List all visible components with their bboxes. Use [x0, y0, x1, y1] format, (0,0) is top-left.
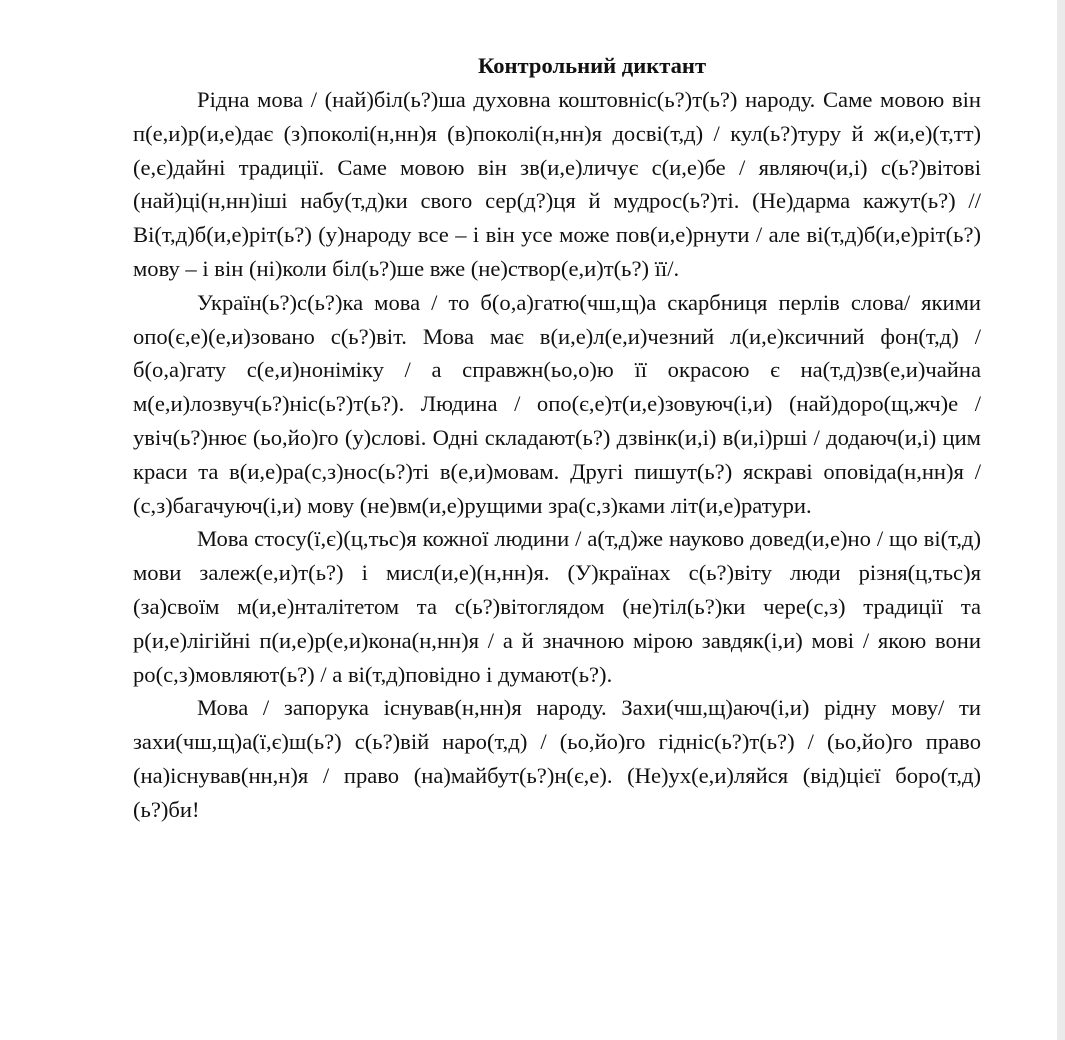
paragraph-3: Мова стосу(ї,є)(ц,тьс)я кожної людини / а(т,д)же науково довед(и,е)но / що ві(т,д) мови залеж(е,и)т(ь?) і мисл(и,е)(н,нн)я. (У)країнах с(ь?)віту люди різня(ц,тьс)я (за)своїм м(и,е)нталітетом та с(ь?)вітоглядом (не)тіл(ь?)ки чере(с,з) традиції та р(и,е)лігійні п(и,е)р(е,и)кона(н,нн)я / а й значною мірою завдяк(і,и) мові / якою вони ро(с,з)мовляют(ь?) / а ві(т,д)повідно і думают(ь?). — [133, 526, 981, 687]
page-edge — [1057, 0, 1065, 1040]
paragraph-2: Україн(ь?)с(ь?)ка мова / то б(о,а)гатю(чш,щ)а скарбниця перлів слова/ якими опо(є,е)(е,и)зовано с(ь?)віт. Мова має в(и,е)л(е,и)чезний л(и,е)ксичний фон(т,д) / б(о,а)гату с(е,и)ноніміку / а справжн(ьо,о)ю її окрасою є на(т,д)зв(е,и)чайна м(е,и)лозвуч(ь?)ніс(ь?)т(ь?). Людина / опо(є,е)т(и,е)зовуюч(і,и) (най)доро(щ,жч)е / увіч(ь?)нює (ьо,йо)го (у)слові. Одні складают(ь?) дзвінк(и,і) в(и,і)рші / додаюч(и,і) цим краси та в(и,е)ра(с,з)нос(ь?)ті в(е,и)мовам. Другі пишут(ь?) яскраві оповіда(н,нн)я / (с,з)багачуюч(і,и) мову (не)вм(и,е)рущими зра(с,з)ками літ(и,е)ратури. — [133, 289, 981, 518]
document-title: Контрольний диктант — [477, 53, 707, 78]
paragraph-1: Рідна мова / (най)біл(ь?)ша духовна коштовніс(ь?)т(ь?) народу. Саме мовою він п(е,и)р(и,е)дає (з)поколі(н,нн)я (в)поколі(н,нн)я досві(т,д) / кул(ь?)туру й ж(и,е)(т,тт)(е,є)дайні традиції. Саме мовою він зв(и,е)личує с(и,е)бе / являюч(и,і) с(ь?)вітові (най)ці(н,нн)іші набу(т,д)ки свого сер(д?)ця й мудрос(ь?)ті. (Не)дарма кажут(ь?) // Ві(т,д)б(и,е)ріт(ь?) (у)народу все – і він усе може пов(и,е)рнути / але ві(т,д)б(и,е)ріт(ь?) мову – і він (ні)коли біл(ь?)ше вже (не)створ(е,и)т(ь?) її/. — [133, 87, 981, 281]
document-page — [133, 49, 981, 827]
paragraph-4: Мова / запорука існував(н,нн)я народу. Захи(чш,щ)аюч(і,и) рідну мову/ ти захи(чш,щ)а(ї,є)ш(ь?) с(ь?)вій наро(т,д) / (ьо,йо)го гідніс(ь?)т(ь?) / (ьо,йо)го право (на)існував(нн,н)я / право (на)майбут(ь?)н(є,е). (Не)ух(е,и)ляйся (від)цієї боро(т,д)(ь?)би! — [133, 695, 981, 822]
